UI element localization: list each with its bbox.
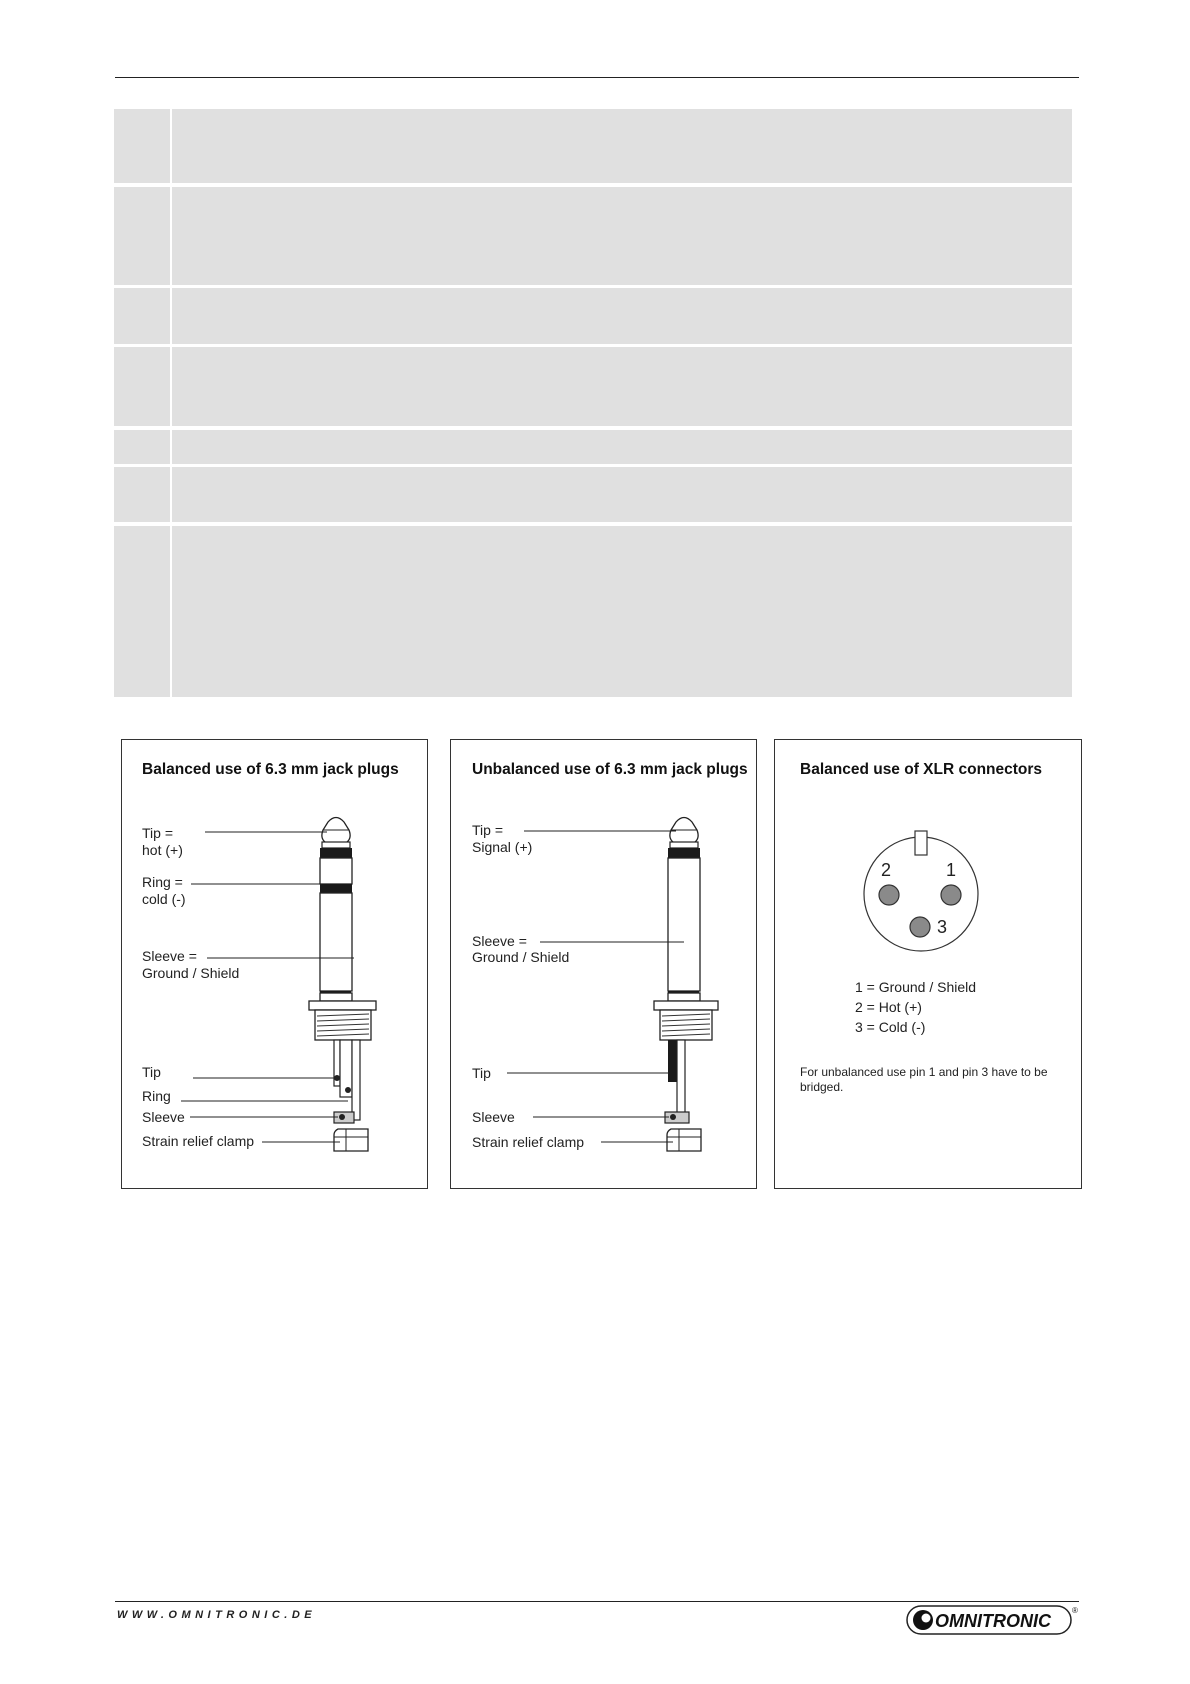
logo-wordmark: OMNITRONIC xyxy=(935,1611,1051,1631)
xlr-key-notch xyxy=(915,831,927,855)
sleeve-wire xyxy=(677,1040,685,1120)
table-row xyxy=(114,526,1072,697)
tip-collar xyxy=(670,842,698,848)
balanced-jack-drawing xyxy=(122,740,429,1190)
row-number-cell xyxy=(114,467,170,522)
xlr-connector-drawing xyxy=(775,740,1083,1190)
row-number-cell xyxy=(114,187,170,285)
wire-tip-label: Tip xyxy=(142,1064,161,1080)
table-row xyxy=(114,288,1072,344)
strain-relief-clamp xyxy=(667,1129,701,1151)
unbalanced-jack-drawing xyxy=(451,740,758,1190)
row-content-cell xyxy=(172,347,1072,426)
row-number-cell xyxy=(114,347,170,426)
sleeve-wire xyxy=(352,1040,360,1120)
ring-description: cold (-) xyxy=(142,891,186,907)
logo-graphic xyxy=(906,1604,1081,1636)
clamp-label: Strain relief clamp xyxy=(142,1133,255,1149)
pin-3-label: 3 xyxy=(937,917,948,937)
sleeve-label: Sleeve = xyxy=(472,933,527,949)
sleeve-label: Sleeve = xyxy=(142,948,197,964)
registered-mark: ® xyxy=(1072,1606,1078,1615)
row-content-cell xyxy=(172,109,1072,183)
tip-description: hot (+) xyxy=(142,842,183,858)
legend-hot: 2 = Hot (+) xyxy=(855,999,922,1015)
row-content-cell xyxy=(172,187,1072,285)
plug-tip xyxy=(322,818,350,845)
wire-sleeve-label: Sleeve xyxy=(472,1109,515,1125)
wire-ring-label: Ring xyxy=(142,1088,171,1104)
tip-description: Signal (+) xyxy=(472,839,533,855)
row-content-cell xyxy=(172,526,1072,697)
legend-cold: 3 = Cold (-) xyxy=(855,1019,926,1035)
tip-label: Tip = xyxy=(142,825,173,841)
pin-3 xyxy=(910,917,930,937)
row-content-cell xyxy=(172,288,1072,344)
row-number-cell xyxy=(114,430,170,464)
tip-insulator xyxy=(320,848,352,858)
table-row xyxy=(114,109,1072,183)
sleeve-solder-point xyxy=(670,1114,676,1120)
plug-sleeve xyxy=(668,858,700,991)
handle-flange xyxy=(668,993,700,1001)
diagram-title: Unbalanced use of 6.3 mm jack plugs xyxy=(472,761,748,778)
table-row xyxy=(114,430,1072,464)
tip-label: Tip = xyxy=(472,822,503,838)
table-row xyxy=(114,467,1072,522)
row-content-cell xyxy=(172,467,1072,522)
ring-solder-point xyxy=(345,1087,351,1093)
sleeve-description: Ground / Shield xyxy=(472,949,570,965)
pin-1 xyxy=(941,885,961,905)
tip-wire xyxy=(668,1040,677,1082)
handle-lip xyxy=(309,1001,376,1010)
row-content-cell xyxy=(172,430,1072,464)
wire-sleeve-label: Sleeve xyxy=(142,1109,185,1125)
logo-emblem-highlight xyxy=(922,1614,931,1623)
sleeve-solder-point xyxy=(339,1114,345,1120)
table-row xyxy=(114,347,1072,426)
balanced-jack-diagram xyxy=(121,739,428,1189)
row-number-cell xyxy=(114,109,170,183)
row-number-cell xyxy=(114,288,170,344)
pin-2 xyxy=(879,885,899,905)
diagram-title: Balanced use of 6.3 mm jack plugs xyxy=(142,761,399,778)
strain-relief-clamp xyxy=(334,1129,368,1151)
tip-insulator xyxy=(668,848,700,858)
top-rule xyxy=(115,77,1079,78)
handle-flange xyxy=(320,993,352,1001)
handle-lip xyxy=(654,1001,718,1010)
ring-insulator xyxy=(320,884,352,893)
pin-1-label: 1 xyxy=(946,860,957,880)
unbalanced-note-cont: bridged. xyxy=(800,1080,844,1094)
sleeve-description: Ground / Shield xyxy=(142,965,240,981)
ring-label: Ring = xyxy=(142,874,183,890)
unbalanced-jack-diagram xyxy=(450,739,757,1189)
legend-ground: 1 = Ground / Shield xyxy=(855,979,977,995)
plug-sleeve xyxy=(320,893,352,991)
tip-collar xyxy=(322,842,350,848)
xlr-connector-diagram xyxy=(774,739,1082,1189)
wire-tip-label: Tip xyxy=(472,1065,491,1081)
footer-rule xyxy=(115,1601,1079,1602)
website-url[interactable]: WWW.OMNITRONIC.DE xyxy=(117,1609,317,1621)
omnitronic-logo xyxy=(906,1604,1081,1641)
clamp-label: Strain relief clamp xyxy=(472,1134,585,1150)
unbalanced-note: For unbalanced use pin 1 and pin 3 have to be xyxy=(800,1065,1048,1079)
pin-2-label: 2 xyxy=(881,860,892,880)
plug-ring xyxy=(320,858,352,884)
table-row xyxy=(114,187,1072,285)
diagram-title: Balanced use of XLR connectors xyxy=(800,761,1043,778)
row-number-cell xyxy=(114,526,170,697)
